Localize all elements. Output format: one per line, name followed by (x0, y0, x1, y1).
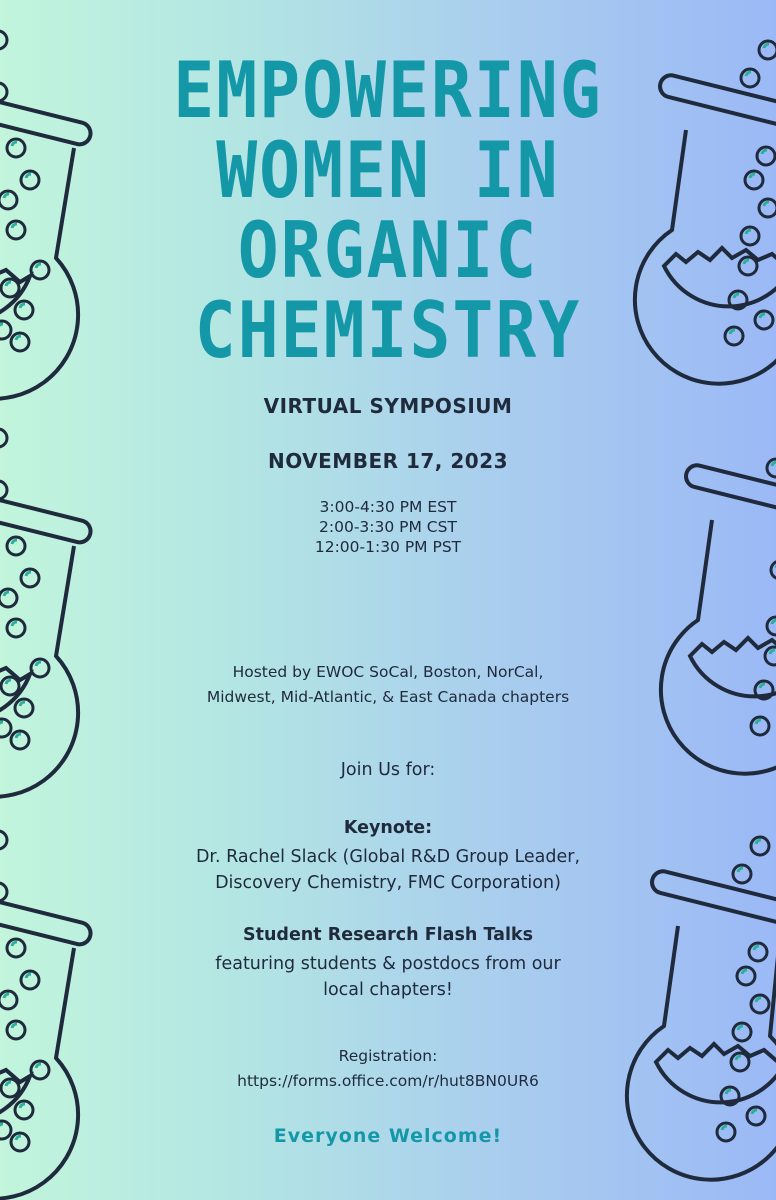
flash-talks-heading: Student Research Flash Talks (242, 925, 533, 945)
flask-icon (630, 826, 776, 1186)
event-date: NOVEMBER 17, 2023 (267, 449, 509, 473)
everyone-welcome: Everyone Welcome! (273, 1125, 503, 1147)
hosted-line: Hosted by EWOC SoCal, Boston, NorCal, (232, 663, 544, 681)
event-times (140, 497, 636, 557)
time-cst: 2:00-3:30 PM CST (319, 518, 457, 536)
flash-talks-description (140, 951, 636, 1003)
flash-talks-line: local chapters! (323, 980, 453, 1000)
join-us: Join Us for: (340, 760, 436, 780)
title-line: CHEMISTRY (194, 286, 582, 377)
flask-icon (664, 420, 776, 780)
time-est: 3:00-4:30 PM EST (319, 498, 457, 516)
title-line: EMPOWERING (173, 46, 603, 137)
title-line: ORGANIC (237, 206, 539, 297)
keynote-line: Discovery Chemistry, FMC Corporation) (215, 873, 561, 893)
flask-icon (0, 20, 98, 380)
flask-icon (0, 820, 98, 1180)
keynote-line: Dr. Rachel Slack (Global R&D Group Leader, (195, 847, 581, 867)
hosted-line: Midwest, Mid-Atlantic, & East Canada chapters (206, 688, 570, 706)
flask-icon (0, 418, 98, 778)
event-type: VIRTUAL SYMPOSIUM (263, 394, 513, 418)
event-title (140, 46, 636, 377)
keynote-heading: Keynote: (343, 818, 433, 838)
flash-talks-line: featuring students & postdocs from our (215, 954, 561, 974)
registration-label: Registration: (338, 1047, 438, 1065)
flask-icon (638, 30, 776, 390)
keynote-speaker (140, 844, 636, 896)
hosted-by (140, 660, 636, 710)
title-line: WOMEN IN (216, 126, 560, 217)
time-pst: 12:00-1:30 PM PST (314, 538, 462, 556)
registration-link[interactable]: https://forms.office.com/r/hut8BN0UR6 (237, 1072, 539, 1090)
